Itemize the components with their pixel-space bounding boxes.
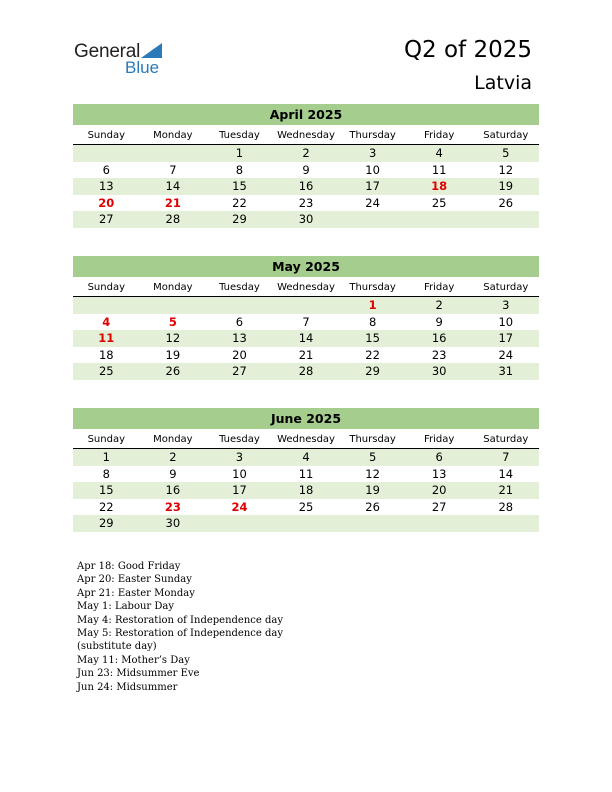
empty-day-cell <box>406 515 473 532</box>
holiday-note: Apr 20: Easter Sunday <box>77 574 192 586</box>
day-cell: 11 <box>298 466 314 481</box>
day-cell: 19 <box>165 347 181 362</box>
weekday-label: Tuesday <box>219 434 260 445</box>
day-cell: 1 <box>235 146 244 160</box>
weekday-label: Sunday <box>87 434 125 445</box>
empty-day-cell <box>339 211 406 228</box>
day-cell: 19 <box>498 179 514 193</box>
day-cell: 6 <box>435 450 443 464</box>
weekday-label: Wednesday <box>277 282 335 293</box>
holiday-day-cell: 4 <box>102 314 111 329</box>
day-cell: 1 <box>102 450 110 464</box>
empty-day-cell <box>73 145 140 162</box>
weekday-label: Monday <box>153 282 193 293</box>
weekday-label: Thursday <box>349 130 396 141</box>
day-cell: 20 <box>232 347 247 362</box>
day-cell: 7 <box>302 314 310 329</box>
weekday-label: Friday <box>424 434 455 445</box>
month-calendar <box>73 256 539 380</box>
day-cell: 18 <box>298 483 314 497</box>
month-title: May 2025 <box>73 256 539 277</box>
day-cell: 21 <box>298 347 314 362</box>
holiday-notes <box>77 560 337 694</box>
day-cell: 13 <box>232 331 247 345</box>
day-cell: 9 <box>435 314 443 329</box>
day-cell: 2 <box>302 146 310 160</box>
holiday-note: May 5: Restoration of Independence day (substitute day) <box>77 628 283 653</box>
day-cell: 14 <box>298 331 314 345</box>
day-cell: 27 <box>98 212 114 226</box>
week-row <box>73 162 539 179</box>
day-cell: 17 <box>498 331 514 345</box>
weekday-label: Friday <box>424 282 455 293</box>
week-row <box>73 211 539 228</box>
day-cell: 30 <box>431 364 447 378</box>
holiday-day-cell: 21 <box>164 195 181 210</box>
holiday-note: Apr 18: Good Friday <box>77 561 181 572</box>
day-cell: 28 <box>165 212 181 226</box>
day-cell: 10 <box>365 162 380 177</box>
month-title: April 2025 <box>73 104 539 125</box>
day-cell: 25 <box>431 195 447 210</box>
day-cell: 17 <box>232 483 247 497</box>
holiday-note: May 4: Restoration of Independence day <box>77 614 283 626</box>
week-row <box>73 449 539 466</box>
week-row <box>73 297 539 314</box>
day-cell: 13 <box>431 466 447 481</box>
day-cell: 28 <box>298 364 314 378</box>
day-cell: 31 <box>498 364 514 378</box>
weekday-header-row <box>73 127 539 145</box>
day-cell: 7 <box>502 450 510 464</box>
day-cell: 17 <box>365 179 380 193</box>
empty-day-cell <box>206 515 273 532</box>
day-cell: 4 <box>302 450 310 464</box>
day-cell: 10 <box>498 314 514 329</box>
holiday-day-cell: 23 <box>164 499 181 514</box>
day-cell: 24 <box>498 347 514 362</box>
month-title: June 2025 <box>73 408 539 429</box>
week-row <box>73 363 539 380</box>
holiday-day-cell: 5 <box>168 314 177 329</box>
day-cell: 12 <box>498 162 514 177</box>
week-row <box>73 314 539 331</box>
weekday-label: Monday <box>153 130 193 141</box>
day-cell: 13 <box>98 179 114 193</box>
day-cell: 24 <box>365 195 380 210</box>
day-cell: 2 <box>435 298 443 312</box>
week-row <box>73 330 539 347</box>
day-cell: 20 <box>431 483 447 497</box>
day-cell: 28 <box>498 499 514 514</box>
weekday-label: Saturday <box>483 282 529 293</box>
day-cell: 8 <box>368 314 377 329</box>
week-row <box>73 482 539 499</box>
day-cell: 23 <box>431 347 447 362</box>
day-cell: 25 <box>298 499 314 514</box>
weekday-header-row <box>73 279 539 297</box>
day-cell: 16 <box>431 331 447 345</box>
day-cell: 15 <box>365 331 380 345</box>
day-cell: 3 <box>235 450 244 464</box>
week-row <box>73 145 539 162</box>
empty-day-cell <box>472 515 539 532</box>
day-cell: 19 <box>365 483 380 497</box>
week-row <box>73 499 539 516</box>
empty-day-cell <box>206 297 273 314</box>
weekday-label: Saturday <box>483 434 529 445</box>
week-row <box>73 466 539 483</box>
holiday-day-cell: 11 <box>98 331 115 345</box>
weekday-label: Tuesday <box>219 282 260 293</box>
empty-day-cell <box>472 211 539 228</box>
day-cell: 16 <box>298 179 314 193</box>
week-row <box>73 195 539 212</box>
weekday-label: Sunday <box>87 130 125 141</box>
day-cell: 6 <box>235 314 244 329</box>
day-cell: 2 <box>169 450 177 464</box>
day-cell: 3 <box>368 146 377 160</box>
weekday-label: Wednesday <box>277 434 335 445</box>
holiday-note: Jun 24: Midsummer <box>77 681 178 693</box>
day-cell: 22 <box>232 195 247 210</box>
day-cell: 15 <box>98 483 114 497</box>
week-row <box>73 515 539 532</box>
holiday-day-cell: 1 <box>368 298 377 312</box>
weekday-label: Thursday <box>349 434 396 445</box>
day-cell: 11 <box>431 162 447 177</box>
empty-day-cell <box>73 297 140 314</box>
day-cell: 26 <box>365 499 380 514</box>
day-cell: 22 <box>98 499 114 514</box>
day-cell: 29 <box>232 212 247 226</box>
day-cell: 27 <box>431 499 447 514</box>
weekday-label: Friday <box>424 130 455 141</box>
day-cell: 23 <box>298 195 314 210</box>
day-cell: 18 <box>98 347 114 362</box>
day-cell: 3 <box>502 298 510 312</box>
page-title: Q2 of 2025 <box>403 37 532 63</box>
week-row <box>73 178 539 195</box>
weekday-label: Monday <box>153 434 193 445</box>
country-name: Latvia <box>474 72 532 94</box>
week-row <box>73 347 539 364</box>
day-cell: 16 <box>165 483 181 497</box>
empty-day-cell <box>406 211 473 228</box>
day-cell: 9 <box>169 466 177 481</box>
day-cell: 4 <box>435 146 443 160</box>
month-calendar <box>73 408 539 532</box>
day-cell: 6 <box>102 162 110 177</box>
day-cell: 25 <box>98 364 114 378</box>
day-cell: 26 <box>165 364 181 378</box>
weekday-label: Thursday <box>349 282 396 293</box>
holiday-day-cell: 18 <box>431 179 448 193</box>
day-cell: 14 <box>498 466 514 481</box>
weekday-label: Saturday <box>483 130 529 141</box>
day-cell: 29 <box>98 516 114 530</box>
day-cell: 5 <box>502 146 510 160</box>
holiday-note: Apr 21: Easter Monday <box>77 587 195 599</box>
day-cell: 26 <box>498 195 514 210</box>
day-cell: 30 <box>165 516 181 530</box>
day-cell: 27 <box>232 364 247 378</box>
holiday-note: Jun 23: Midsummer Eve <box>77 668 200 680</box>
day-cell: 29 <box>365 364 380 378</box>
day-cell: 22 <box>365 347 380 362</box>
day-cell: 21 <box>498 483 514 497</box>
weekday-label: Sunday <box>87 282 125 293</box>
holiday-note: May 11: Mother’s Day <box>77 654 190 666</box>
day-cell: 12 <box>365 466 380 481</box>
day-cell: 5 <box>368 450 377 464</box>
weekday-label: Tuesday <box>219 130 260 141</box>
day-cell: 14 <box>165 179 181 193</box>
empty-day-cell <box>140 145 207 162</box>
holiday-note: May 1: Labour Day <box>77 601 174 613</box>
day-cell: 8 <box>235 162 244 177</box>
empty-day-cell <box>273 297 340 314</box>
logo-general-text: General <box>74 41 141 62</box>
day-cell: 10 <box>232 466 247 481</box>
holiday-day-cell: 24 <box>231 499 248 514</box>
month-calendar <box>73 104 539 228</box>
empty-day-cell <box>140 297 207 314</box>
day-cell: 8 <box>102 466 110 481</box>
day-cell: 9 <box>302 162 310 177</box>
day-cell: 7 <box>169 162 177 177</box>
logo <box>74 41 160 77</box>
day-cell: 12 <box>165 331 181 345</box>
logo-blue-text: Blue <box>125 58 160 77</box>
holiday-day-cell: 20 <box>98 195 115 210</box>
weekday-header-row <box>73 431 539 449</box>
empty-day-cell <box>339 515 406 532</box>
day-cell: 15 <box>232 179 247 193</box>
logo-triangle-icon <box>141 43 162 58</box>
weekday-label: Wednesday <box>277 130 335 141</box>
day-cell: 30 <box>298 212 314 226</box>
empty-day-cell <box>273 515 340 532</box>
